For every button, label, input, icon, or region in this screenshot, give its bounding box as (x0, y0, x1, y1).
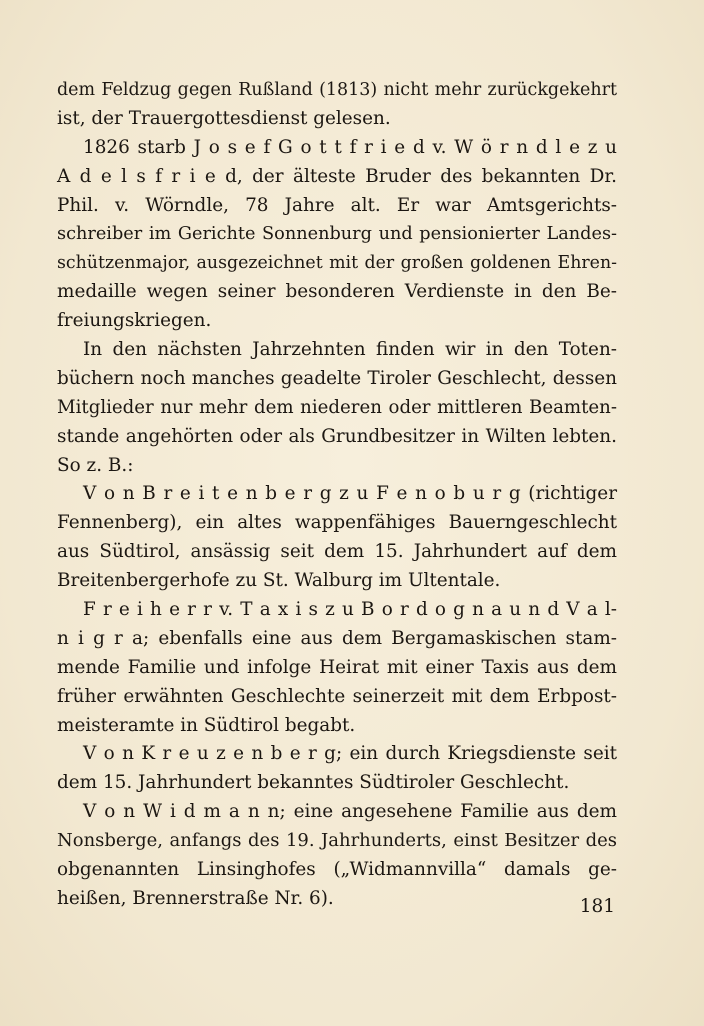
text-line: Mitglieder nur mehr dem niederen oder mittleren Beamten- (57, 396, 617, 418)
text-line: Fennenberg), ein altes wappenfähiges Bauerngeschlecht (57, 512, 617, 534)
text-line: So z. B.: (57, 454, 134, 476)
text-line: A d e l s f r i e d, der älteste Bruder des bekannten Dr. (57, 165, 617, 187)
text-line: büchern noch manches geadelte Tiroler Geschlecht, dessen (57, 367, 617, 389)
text-line: V o n K r e u z e n b e r g; ein durch Kriegsdienste seit (83, 743, 617, 765)
text-line: obgenannten Linsinghofes („Widmannvilla“ damals ge- (57, 859, 617, 881)
text-line: aus Südtirol, ansässig seit dem 15. Jahrhundert auf dem (57, 541, 617, 563)
page-number: 181 (579, 896, 615, 917)
text-line: n i g r a; ebenfalls eine aus dem Bergamaskischen stam- (57, 627, 617, 649)
text-line: ist, der Trauergottesdienst gelesen. (57, 107, 391, 129)
text-line: stande angehörten oder als Grundbesitzer in Wilten lebten. (57, 425, 617, 447)
text-line: Nonsberge, anfangs des 19. Jahrhunderts, einst Besitzer des (57, 830, 617, 852)
text-line: dem 15. Jahrhundert bekanntes Südtiroler Geschlecht. (57, 772, 570, 794)
text-line: freiungskriegen. (57, 310, 212, 332)
text-line: schützenmajor, ausgezeichnet mit der großen goldenen Ehren- (57, 253, 617, 274)
text-line: mende Familie und infolge Heirat mit einer Taxis aus dem (57, 656, 617, 678)
text-line: medaille wegen seiner besonderen Verdienste in den Be- (57, 281, 617, 303)
body-text (57, 76, 617, 914)
text-line: V o n W i d m a n n; eine angesehene Familie aus dem (83, 801, 617, 823)
text-line: Phil. v. Wörndle, 78 Jahre alt. Er war Amtsgerichts- (57, 194, 617, 216)
text-line: schreiber im Gerichte Sonnenburg und pensionierter Landes- (57, 224, 617, 245)
text-line: dem Feldzug gegen Rußland (1813) nicht mehr zurückgekehrt (57, 80, 617, 100)
text-line: Breitenbergerhofe zu St. Walburg im Ultentale. (57, 570, 501, 592)
text-line: 1826 starb J o s e f G o t t f r i e d v. W ö r n d l e z u (83, 136, 617, 158)
text-line: F r e i h e r r v. T a x i s z u B o r d o g n a u n d V a l- (83, 599, 617, 621)
text-line: meisteramte in Südtirol begabt. (57, 714, 356, 736)
text-line: V o n B r e i t e n b e r g z u F e n o b u r g (richtiger (83, 483, 617, 505)
text-line: früher erwähnten Geschlechte seinerzeit mit dem Erbpost- (57, 685, 617, 707)
text-line: In den nächsten Jahrzehnten finden wir in den Toten- (83, 339, 617, 361)
text-line: heißen, Brennerstraße Nr. 6). (57, 887, 334, 909)
